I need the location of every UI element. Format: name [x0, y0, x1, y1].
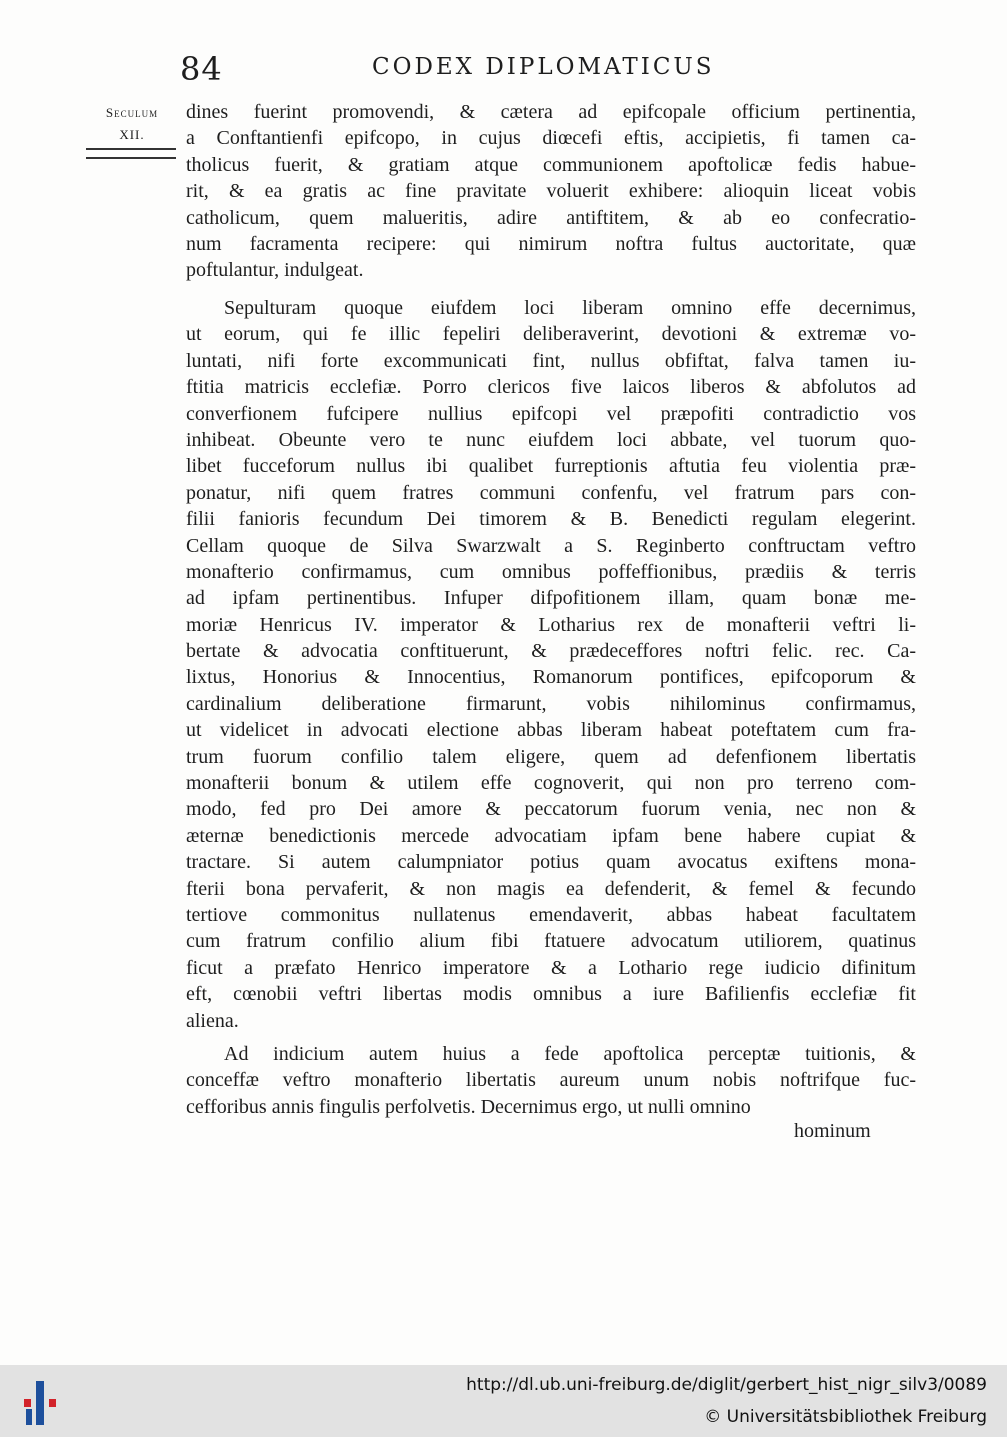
text-line: Sepulturam quoque eiufdem loci liberam omnino effe decernimus, [224, 297, 916, 319]
margin-note-century: XII. [119, 127, 145, 142]
text-line: catholicum, quem malueritis, adire antiftitem, & ab eo confecratio- [186, 206, 916, 229]
text-line: modo, fed pro Dei amore & peccatorum fuorum venia, nec non & [186, 798, 916, 821]
text-line: lixtus, Honorius & Innocentius, Romanorum pontifices, epifcoporum & [186, 666, 916, 689]
source-url-link[interactable]: http://dl.ub.uni-freiburg.de/diglit/gerbert_hist_nigr_silv3/0089 [466, 1375, 987, 1395]
paragraph-2 [186, 295, 916, 1034]
text-line: ad ipfam pertinentibus. Infuper difpofitionem illam, quam bonæ me- [186, 587, 916, 610]
text-line: luntati, nifi forte excommunicati fint, nullus obfiftat, falva tamen iu- [186, 349, 916, 372]
paragraph-1 [186, 99, 916, 284]
text-line: a Conftantienfi epifcopo, in cujus diœcefi eftis, accipietis, fi tamen ca- [186, 127, 916, 150]
copyright-notice: © Universitätsbibliothek Freiburg [704, 1407, 987, 1427]
text-line: num facramenta recipere: qui nimirum noftra fultus auctoritate, quæ [186, 232, 916, 255]
paragraph-3 [186, 1041, 916, 1120]
text-line: cefforibus annis fingulis perfolvetis. Decernimus ergo, ut nulli omnino [186, 1095, 751, 1118]
text-line: libet fucceforum nullus ibi qualibet furreptionis aftutia feu violentia præ- [186, 455, 916, 478]
text-line: rit, & ea gratis ac fine pravitate voluerit exhibere: alioquin liceat vobis [186, 180, 916, 203]
text-line: tertiove commonitus nullatenus emendaverit, abbas habeat facultatem [186, 903, 916, 926]
text-line: poftulantur, indulgeat. [186, 259, 364, 282]
text-line: converfionem fufcipere nullius epifcopi vel præpofiti contradictio vos [186, 402, 916, 425]
text-line: monafterii bonum & utilem effe cognoverit, qui non pro terreno com- [186, 772, 916, 795]
text-line: Ad indicium autem huius a fede apoftolica perceptæ tuitionis, & [224, 1043, 916, 1065]
margin-note-seculum: Seculum [105, 105, 159, 120]
text-line: ut videlicet in advocati electione abbas liberam habeat poteftatem cum fra- [186, 719, 916, 742]
text-line: tholicus fuerit, & gratiam atque communionem apoftolicæ fedis habue- [186, 153, 916, 176]
text-line: æternæ benedictionis mercede advocatiam ipfam bene habere cupiat & [186, 824, 916, 847]
text-line: cardinalium deliberatione firmarunt, vobis nihilominus confirmamus, [186, 692, 916, 715]
running-title: CODEX DIPLOMATICUS [372, 54, 715, 80]
text-line: filii fanioris fecundum Dei timorem & B. Benedicti regulam elegerint. [186, 508, 916, 531]
text-line: tractare. Si autem calumpniator potius quam avocatus exiftens mona- [186, 851, 916, 874]
text-line: eft, cœnobii veftri libertas modis omnibus a iure Bafilienfis ecclefiæ fit [186, 983, 916, 1006]
text-line: inhibeat. Obeunte vero te nunc eiufdem loci abbate, vel tuorum quo- [186, 428, 916, 451]
margin-note [84, 102, 180, 146]
text-line: bertate & advocatia conftituerunt, & prædeceffores noftri felic. rec. Ca- [186, 640, 916, 663]
text-line: cum fratrum confilio alium fibi ftatuere advocatum utiliorem, quatinus [186, 930, 916, 953]
text-line: ficut a præfato Henrico imperatore & a Lothario rege iudicio difinitum [186, 956, 916, 979]
catchword: hominum [794, 1120, 871, 1142]
text-line: moriæ Henricus IV. imperator & Lotharius rex de monafterii veftri li- [186, 613, 916, 636]
text-line: dines fuerint promovendi, & cætera ad epifcopale officium pertinentia, [186, 101, 916, 123]
text-line: ftitia matricis ecclefiæ. Porro clericos five laicos liberos & abfolutos ad [186, 376, 916, 399]
text-line: trum fuorum confilio talem eligere, quem ad defenfionem libertatis [186, 745, 916, 768]
text-line: ut eorum, qui fe illic fepeliri deliberaverint, devotioni & extremæ vo- [186, 323, 916, 346]
text-line: ponatur, nifi quem fratres communi confenfu, vel fratrum pars con- [186, 481, 916, 504]
text-line: fterii bona pervaferit, & non magis ea defenderit, & femel & fecundo [186, 877, 916, 900]
text-line: Cellam quoque de Silva Swarzwalt a S. Reginberto conftructam veftro [186, 534, 916, 557]
text-line: aliena. [186, 1009, 239, 1032]
footer-bar [0, 1365, 1007, 1437]
ub-freiburg-logo-icon [18, 1379, 62, 1427]
margin-rule [86, 148, 176, 159]
page-number: 84 [180, 50, 223, 88]
text-line: conceffæ veftro monafterio libertatis aureum unum nobis noftrifque fuc- [186, 1069, 916, 1092]
text-line: monafterio confirmamus, cum omnibus poffeffionibus, prædiis & terris [186, 560, 916, 583]
